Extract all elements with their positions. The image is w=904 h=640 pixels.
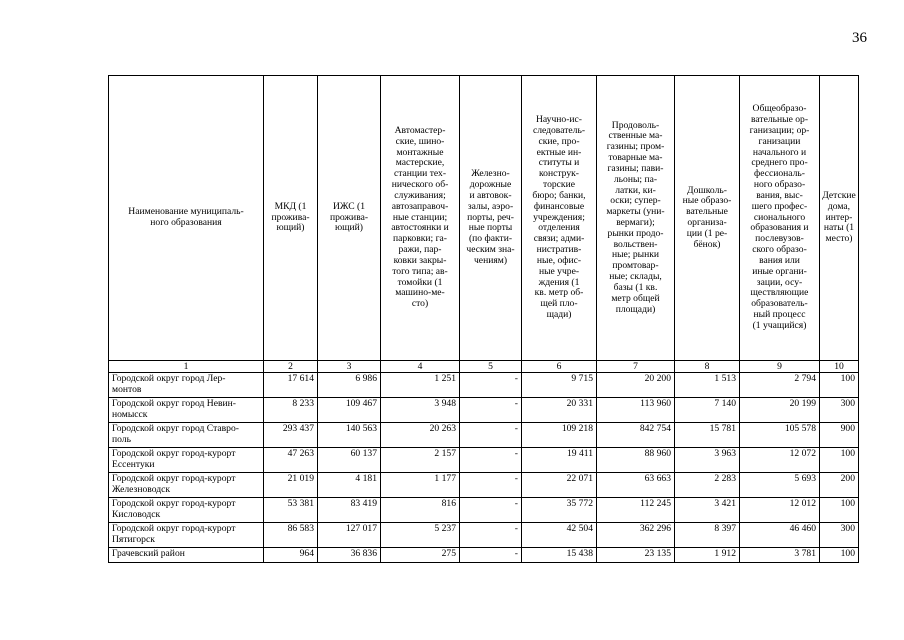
value-cell: 63 663 [597, 473, 675, 498]
value-cell: 112 245 [597, 498, 675, 523]
value-cell: 1 251 [381, 373, 460, 398]
value-cell: 46 460 [740, 523, 820, 548]
value-cell: 842 754 [597, 423, 675, 448]
value-cell: 293 437 [264, 423, 318, 448]
municipality-name-cell: Городской округ город-курорт Железноводск [109, 473, 264, 498]
value-cell: 1 912 [675, 548, 740, 563]
data-table [108, 75, 859, 563]
value-cell: 3 948 [381, 398, 460, 423]
value-cell: 8 397 [675, 523, 740, 548]
value-cell: 1 513 [675, 373, 740, 398]
municipality-name-cell: Городской округ город-курорт Пятигорск [109, 523, 264, 548]
municipality-name-cell: Городской округ город Ставро- поль [109, 423, 264, 448]
value-cell: 15 438 [522, 548, 597, 563]
column-number: 7 [597, 361, 675, 373]
value-cell: - [460, 548, 522, 563]
value-cell: 53 381 [264, 498, 318, 523]
column-number: 6 [522, 361, 597, 373]
column-number: 8 [675, 361, 740, 373]
municipality-name-cell: Городской округ город Лер- монтов [109, 373, 264, 398]
value-cell: 2 794 [740, 373, 820, 398]
value-cell: 17 614 [264, 373, 318, 398]
value-cell: 6 986 [318, 373, 381, 398]
value-cell: 42 504 [522, 523, 597, 548]
value-cell: 47 263 [264, 448, 318, 473]
table-row [109, 548, 859, 563]
column-header: Автомастер- ские, шино- монтажные мастерские, станции тех- нического об- служивания; автозаправоч- ные станции; автостоянки и парковки; га- ражи, пар- ковки закры- того типа; ав- томойки (1 машино-ме- сто) [381, 76, 460, 361]
table-row [109, 373, 859, 398]
value-cell: 109 467 [318, 398, 381, 423]
municipality-name-cell: Городской округ город-курорт Кисловодск [109, 498, 264, 523]
value-cell: 4 181 [318, 473, 381, 498]
value-cell: 964 [264, 548, 318, 563]
column-header: Научно-ис- следователь- ские, про- ектные ин- ституты и конструк- торские бюро; банки, финансовые учреждения; отделения связи; адми- нистратив- ные, офис- ные учре- ждения (1 кв. метр об- щей пло- щади) [522, 76, 597, 361]
table-row [109, 523, 859, 548]
value-cell: 19 411 [522, 448, 597, 473]
value-cell: 100 [820, 498, 859, 523]
column-header: Общеобразо- вательные ор- ганизации; ор- ганизации начального и среднего про- фессиональ- ного образо- вания, выс- шего профес- сионального образования и послевузов- ского образо- вания или иные органи- зации, осу- ществляющие образователь- ный процесс (1 учащийся) [740, 76, 820, 361]
value-cell: 22 071 [522, 473, 597, 498]
value-cell: 12 012 [740, 498, 820, 523]
value-cell: 20 200 [597, 373, 675, 398]
value-cell: - [460, 448, 522, 473]
value-cell: 113 960 [597, 398, 675, 423]
value-cell: 200 [820, 473, 859, 498]
value-cell: 21 019 [264, 473, 318, 498]
municipality-name-cell: Городской округ город Невин- номысск [109, 398, 264, 423]
municipality-name-cell: Городской округ город-курорт Ессентуки [109, 448, 264, 473]
column-header: ИЖС (1 прожива- ющий) [318, 76, 381, 361]
value-cell: 300 [820, 523, 859, 548]
value-cell: 362 296 [597, 523, 675, 548]
value-cell: 86 583 [264, 523, 318, 548]
value-cell: 8 233 [264, 398, 318, 423]
column-number: 10 [820, 361, 859, 373]
column-header: Наименование муниципаль- ного образования [109, 76, 264, 361]
value-cell: 83 419 [318, 498, 381, 523]
value-cell: 88 960 [597, 448, 675, 473]
column-header: Дошколь- ные образо- вательные организа- ции (1 ре- бёнок) [675, 76, 740, 361]
value-cell: 36 836 [318, 548, 381, 563]
value-cell: 20 331 [522, 398, 597, 423]
value-cell: - [460, 473, 522, 498]
table-row [109, 423, 859, 448]
value-cell: 100 [820, 548, 859, 563]
value-cell: 816 [381, 498, 460, 523]
value-cell: 3 963 [675, 448, 740, 473]
column-header: МКД (1 прожива- ющий) [264, 76, 318, 361]
value-cell: 3 421 [675, 498, 740, 523]
value-cell: 60 137 [318, 448, 381, 473]
header-row [109, 76, 859, 361]
table-row [109, 448, 859, 473]
value-cell: 2 283 [675, 473, 740, 498]
column-header: Продоволь- ственные ма- газины; пром- товарные ма- газины; пави- льоны; па- латки, ки- оски; супер- маркеты (уни- вермаги); рынки продо- вольствен- ные; рынки промтовар- ные; склады, базы (1 кв. метр общей площади) [597, 76, 675, 361]
column-number: 1 [109, 361, 264, 373]
column-number-row [109, 361, 859, 373]
column-header: Железно- дорожные и автовок- залы, аэро- порты, реч- ные порты (по факти- ческим зна- чениям) [460, 76, 522, 361]
value-cell: 20 199 [740, 398, 820, 423]
value-cell: 300 [820, 398, 859, 423]
value-cell: 127 017 [318, 523, 381, 548]
column-number: 5 [460, 361, 522, 373]
value-cell: 9 715 [522, 373, 597, 398]
value-cell: 109 218 [522, 423, 597, 448]
value-cell: 15 781 [675, 423, 740, 448]
value-cell: 20 263 [381, 423, 460, 448]
value-cell: 12 072 [740, 448, 820, 473]
value-cell: 100 [820, 448, 859, 473]
value-cell: 5 693 [740, 473, 820, 498]
table-row [109, 498, 859, 523]
column-number: 2 [264, 361, 318, 373]
table-body [109, 373, 859, 563]
value-cell: - [460, 373, 522, 398]
table-row [109, 473, 859, 498]
value-cell: 3 781 [740, 548, 820, 563]
value-cell: 1 177 [381, 473, 460, 498]
value-cell: 900 [820, 423, 859, 448]
column-number: 3 [318, 361, 381, 373]
column-number: 4 [381, 361, 460, 373]
value-cell: 275 [381, 548, 460, 563]
value-cell: 140 563 [318, 423, 381, 448]
value-cell: 2 157 [381, 448, 460, 473]
value-cell: 105 578 [740, 423, 820, 448]
column-number: 9 [740, 361, 820, 373]
page-number: 36 [852, 30, 867, 46]
value-cell: 23 135 [597, 548, 675, 563]
value-cell: - [460, 423, 522, 448]
value-cell: 100 [820, 373, 859, 398]
value-cell: 35 772 [522, 498, 597, 523]
value-cell: - [460, 523, 522, 548]
value-cell: - [460, 398, 522, 423]
value-cell: 5 237 [381, 523, 460, 548]
municipality-name-cell: Грачевский район [109, 548, 264, 563]
table-row [109, 398, 859, 423]
value-cell: - [460, 498, 522, 523]
column-header: Детские дома, интер- наты (1 место) [820, 76, 859, 361]
value-cell: 7 140 [675, 398, 740, 423]
